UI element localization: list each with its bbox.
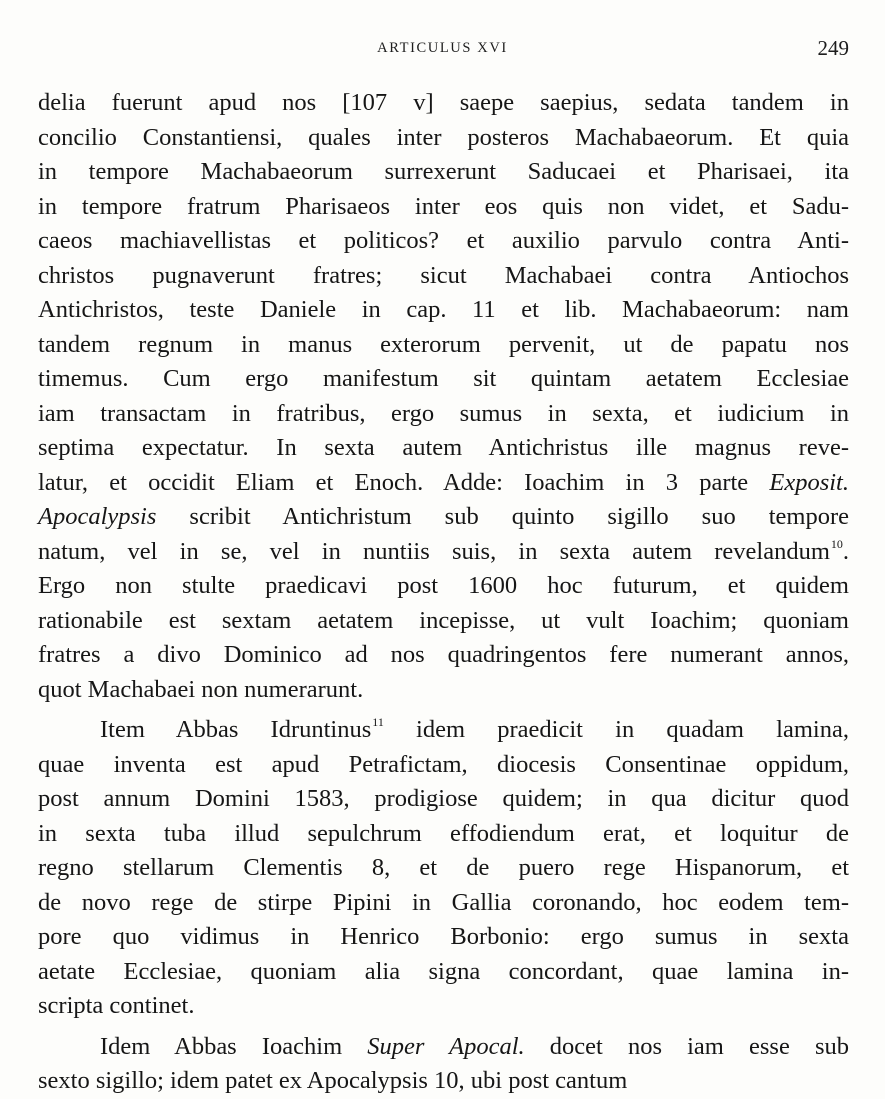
paragraph [38,713,849,1024]
page-header [0,36,885,66]
text-line [38,362,849,397]
text-run: docet nos iam esse sub [524,1032,849,1060]
text-line [38,782,849,817]
text-run: scripta continet. [38,992,195,1019]
paragraph [38,1030,849,1099]
text-run: quae inventa est apud Petrafictam, diocesis Consentinae oppidum, [38,750,849,778]
text-run: aetate Ecclesiae, quoniam alia signa concordant, quae lamina in- [38,957,849,985]
text-line [38,397,849,432]
text-line [38,86,849,121]
text-line [38,713,849,748]
text-line [38,989,849,1024]
text-run: quot Machabaei non numerarunt. [38,675,364,703]
text-run: latur, et occidit Eliam et Enoch. Adde: Ioachim in 3 parte [38,468,770,496]
text-line [38,500,849,535]
text-run: iam transactam in fratribus, ergo sumus in sexta, et iudicium in [38,399,849,427]
paragraph [38,86,849,707]
text-run: idem praedicit in quadam lamina, [383,716,849,743]
text-run: timemus. Cum ergo manifestum sit quintam aetatem Ecclesiae [38,365,849,392]
text-run: . [842,537,849,565]
text-line [38,224,849,259]
italic-title: Apocalypsis [38,503,157,530]
text-run: Antichristos, teste Daniele in cap. 11 et lib. Machabaeorum: nam [38,296,849,323]
text-run: Ergo non stulte praedicavi post 1600 hoc futurum, et quidem [38,572,849,599]
text-line [38,431,849,466]
text-line [38,259,849,294]
text-line [38,155,849,190]
text-run: tandem regnum in manus exterorum pervenit, ut de papatu nos [38,330,849,358]
text-run: septima expectatur. In sexta autem Antichristus ille magnus reve- [38,434,849,461]
text-run: caeos machiavellistas et politicos? et auxilio parvulo contra Anti- [38,227,849,254]
text-line [38,604,849,639]
text-run: in tempore fratrum Pharisaeos inter eos quis non videt, et Sadu- [38,192,849,220]
text-run: de novo rege de stirpe Pipini in Gallia coronando, hoc eodem tem- [38,888,849,916]
text-run: scribit Antichristum sub quinto sigillo suo tempore [156,503,849,530]
text-line [38,851,849,886]
text-line [38,466,849,501]
text-line [38,1064,849,1099]
body-text [38,86,849,1099]
text-run: regno stellarum Clementis 8, et de puero rege Hispanorum, et [38,854,849,881]
text-run: Item Abbas Idruntinus [100,716,372,743]
italic-title: Super Apocal. [367,1032,525,1060]
text-run: natum, vel in se, vel in nuntiis suis, in sexta autem revelandum [38,537,830,565]
text-line [38,535,849,570]
footnote-ref: 11 [372,715,384,729]
text-line [38,748,849,783]
text-line [38,190,849,225]
text-line [38,569,849,604]
text-run: rationabile est sextam aetatem incepisse, ut vult Ioachim; quoniam [38,606,849,634]
italic-title: Exposit. [769,468,849,496]
text-line [38,638,849,673]
text-line [38,1030,849,1065]
text-line [38,673,849,708]
text-line [38,886,849,921]
running-head: ARTICULUS XVI [377,40,508,56]
text-run: in tempore Machabaeorum surrexerunt Saducaei et Pharisaei, ita [38,158,849,185]
text-line [38,121,849,156]
page-number: 249 [817,36,849,60]
text-line [38,817,849,852]
text-line [38,955,849,990]
text-line [38,920,849,955]
text-run: christos pugnaverunt fratres; sicut Machabaei contra Antiochos [38,261,849,289]
text-run: pore quo vidimus in Henrico Borbonio: ergo sumus in sexta [38,923,849,950]
text-run: sexto sigillo; idem patet ex Apocalypsis 10, ubi post cantum [38,1067,628,1094]
text-run: fratres a divo Dominico ad nos quadringentos fere numerant annos, [38,641,849,668]
text-line [38,293,849,328]
text-run: in sexta tuba illud sepulchrum effodiendum erat, et loquitur de [38,819,849,847]
text-line [38,328,849,363]
text-run: Idem Abbas Ioachim [100,1032,368,1060]
text-run: concilio Constantiensi, quales inter posteros Machabaeorum. Et quia [38,123,849,151]
text-run: delia fuerunt apud nos [107 v] saepe saepius, sedata tandem in [38,89,849,116]
footnote-ref: 10 [830,536,843,551]
text-run: post annum Domini 1583, prodigiose quidem; in qua dicitur quod [38,785,849,812]
